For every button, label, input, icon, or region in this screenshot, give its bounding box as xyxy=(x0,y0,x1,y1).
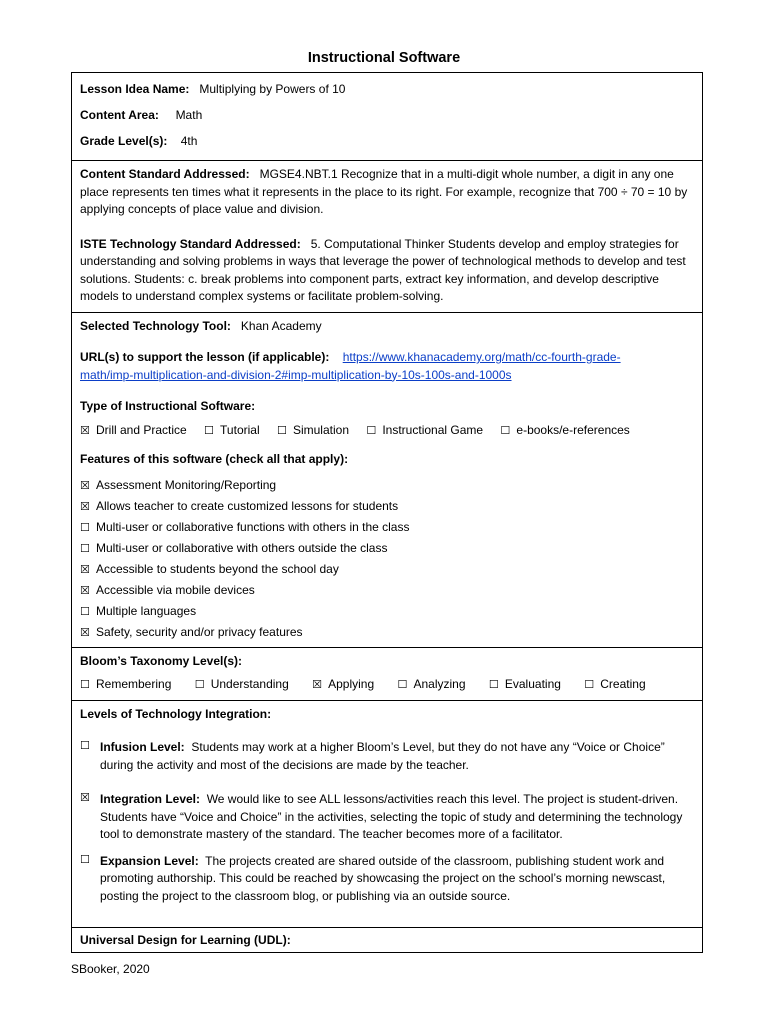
blooms-option[interactable] xyxy=(195,676,289,694)
content-area-value: Math xyxy=(175,108,203,122)
feature-label: Multi-user or collaborative functions with others in the class xyxy=(96,519,410,534)
type-option[interactable] xyxy=(277,422,349,440)
infusion-level-name: Infusion Level: xyxy=(100,740,185,754)
checkbox-icon[interactable]: ☒ xyxy=(80,791,90,804)
checkbox-icon[interactable]: ☐ xyxy=(194,678,205,691)
checkbox-icon[interactable]: ☐ xyxy=(276,423,287,437)
blooms-option[interactable] xyxy=(398,676,466,694)
feature-item[interactable] xyxy=(80,538,694,559)
feature-label: Multiple languages xyxy=(96,603,197,618)
integration-level-text: We would like to see ALL lessons/activities reach this level. The project is student-driven. Students have “Voice and Choice” in the activities, selecting the topic of study and determining the technology tool to demonstrate mastery of the standard. The teacher becomes more of a facilitator. xyxy=(100,792,683,841)
infusion-level-text: Students may work at a higher Bloom’s Level, but they do not have any “Voice or Choice” during the activity and most of the decisions are made by the teacher. xyxy=(100,740,665,772)
feature-label: Accessible via mobile devices xyxy=(96,582,255,597)
url-link-line-1[interactable]: https://www.khanacademy.org/math/cc-fourth-grade- xyxy=(342,350,621,364)
blooms-option[interactable] xyxy=(80,676,171,694)
content-standard xyxy=(80,166,694,219)
checkbox-icon[interactable]: ☐ xyxy=(500,423,511,437)
expansion-level-name: Expansion Level: xyxy=(100,853,199,868)
software-type-label: Type of Instructional Software: xyxy=(80,399,256,413)
iste-standard xyxy=(80,236,694,306)
content-area-label: Content Area: xyxy=(80,108,159,122)
checkbox-icon[interactable]: ☒ xyxy=(80,478,90,492)
lesson-info-section xyxy=(72,73,702,161)
checkbox-icon[interactable]: ☐ xyxy=(488,678,499,691)
checkbox-icon[interactable]: ☒ xyxy=(312,678,322,691)
type-option[interactable] xyxy=(80,422,187,440)
blooms-option-label: Applying xyxy=(328,677,375,691)
checkbox-icon[interactable]: ☐ xyxy=(366,423,377,437)
integration-section xyxy=(72,701,702,929)
blooms-option-label: Understanding xyxy=(210,677,289,691)
expansion-level-item[interactable] xyxy=(80,853,694,906)
checkbox-icon[interactable]: ☐ xyxy=(80,739,90,752)
checkbox-icon[interactable]: ☐ xyxy=(80,678,90,691)
integration-label: Levels of Technology Integration: xyxy=(80,706,272,721)
feature-item[interactable] xyxy=(80,475,694,496)
iste-standard-label: ISTE Technology Standard Addressed: xyxy=(80,236,301,251)
checkbox-icon[interactable]: ☐ xyxy=(80,604,90,618)
checkbox-icon[interactable]: ☐ xyxy=(204,423,214,437)
url-row xyxy=(80,349,694,367)
checkbox-icon[interactable]: ☐ xyxy=(80,852,90,866)
feature-item[interactable] xyxy=(80,622,694,643)
type-option-label: Simulation xyxy=(292,422,349,437)
footer-credit: SBooker, 2020 xyxy=(71,962,150,976)
feature-item[interactable] xyxy=(80,580,694,601)
feature-label: Multi-user or collaborative with others outside the class xyxy=(96,540,388,555)
content-standard-label: Content Standard Addressed: xyxy=(80,167,250,181)
infusion-level-item[interactable] xyxy=(80,739,694,774)
blooms-option-label: Analyzing xyxy=(413,677,466,691)
type-option-label: e-books/e-references xyxy=(516,422,630,437)
type-option[interactable] xyxy=(204,422,260,440)
features-label: Features of this software (check all that apply): xyxy=(80,452,349,466)
blooms-options xyxy=(80,676,694,694)
standards-section xyxy=(72,161,702,313)
checkbox-icon[interactable]: ☒ xyxy=(80,562,90,576)
feature-label: Safety, security and/or privacy features xyxy=(96,624,303,639)
checkbox-icon[interactable]: ☒ xyxy=(80,583,90,597)
blooms-option[interactable] xyxy=(312,676,374,694)
feature-label: Accessible to students beyond the school day xyxy=(96,561,339,576)
blooms-option-label: Remembering xyxy=(96,677,172,691)
udl-section xyxy=(72,928,702,952)
blooms-option-label: Creating xyxy=(600,677,646,691)
url-row-2 xyxy=(80,367,694,385)
checkbox-icon[interactable]: ☒ xyxy=(80,499,90,513)
checkbox-icon[interactable]: ☐ xyxy=(80,541,90,555)
lesson-form-table xyxy=(71,72,703,953)
feature-label: Allows teacher to create customized lessons for students xyxy=(96,498,399,513)
feature-label: Assessment Monitoring/Reporting xyxy=(96,477,277,492)
page-title: Instructional Software xyxy=(307,50,461,66)
checkbox-icon[interactable]: ☐ xyxy=(80,520,90,534)
blooms-label: Bloom’s Taxonomy Level(s): xyxy=(80,653,243,668)
type-option-label: Drill and Practice xyxy=(96,422,187,437)
software-type-options xyxy=(80,422,694,440)
url-link-line-2[interactable]: math/imp-multiplication-and-division-2#imp-multiplication-by-10s-100s-and-1000s xyxy=(80,367,512,382)
blooms-option[interactable] xyxy=(584,676,645,694)
grade-level-row xyxy=(80,128,694,154)
tool-value: Khan Academy xyxy=(240,318,322,333)
blooms-section xyxy=(72,648,702,701)
lesson-name-label: Lesson Idea Name: xyxy=(80,82,190,96)
lesson-name-value: Multiplying by Powers of 10 xyxy=(199,82,346,96)
type-option[interactable] xyxy=(366,422,483,440)
iste-standard-text: 5. Computational Thinker Students develop and employ strategies for understanding and solving problems in ways that leverage the power of technological methods to develop and test solutions. Students: c. break problems into component parts, extract key information, and develop descriptive models to understand complex systems or facilitate problem-solving. xyxy=(80,236,686,303)
grade-level-value: 4th xyxy=(180,134,198,148)
feature-item[interactable] xyxy=(80,496,694,517)
udl-label: Universal Design for Learning (UDL): xyxy=(80,933,291,947)
blooms-option[interactable] xyxy=(489,676,561,694)
technology-tool-section xyxy=(72,313,702,648)
checkbox-icon[interactable]: ☐ xyxy=(397,678,408,691)
type-option[interactable] xyxy=(500,422,629,440)
checkbox-icon[interactable]: ☐ xyxy=(584,678,595,691)
type-option-label: Tutorial xyxy=(220,422,260,437)
feature-item[interactable] xyxy=(80,601,694,622)
content-area-row xyxy=(80,102,694,128)
feature-item[interactable] xyxy=(80,559,694,580)
blooms-option-label: Evaluating xyxy=(504,677,561,691)
tool-row xyxy=(80,318,694,336)
grade-level-label: Grade Level(s): xyxy=(80,134,168,148)
lesson-name-row xyxy=(80,76,694,102)
integration-level-item[interactable] xyxy=(80,791,694,844)
type-option-label: Instructional Game xyxy=(382,422,484,437)
feature-item[interactable] xyxy=(80,517,694,538)
tool-label: Selected Technology Tool: xyxy=(80,318,231,333)
checkbox-icon[interactable]: ☒ xyxy=(80,625,90,639)
integration-level-name: Integration Level: xyxy=(100,792,201,806)
url-label: URL(s) to support the lesson (if applicable): xyxy=(80,350,330,364)
content-standard-text: MGSE4.NBT.1 Recognize that in a multi-digit whole number, a digit in any one place represents ten times what it represents in the place to its right. For example, recognize that 700 ÷ 70 = 10 by applying concepts of place value and division. xyxy=(80,167,688,216)
expansion-level-text: The projects created are shared outside of the classroom, publishing student work and promoting authorship. This could be reached by showcasing the project on the school’s morning newscast, posting the project to the classroom blog, or publishing via an outside source. xyxy=(100,853,666,903)
checkbox-icon[interactable]: ☒ xyxy=(80,423,90,437)
